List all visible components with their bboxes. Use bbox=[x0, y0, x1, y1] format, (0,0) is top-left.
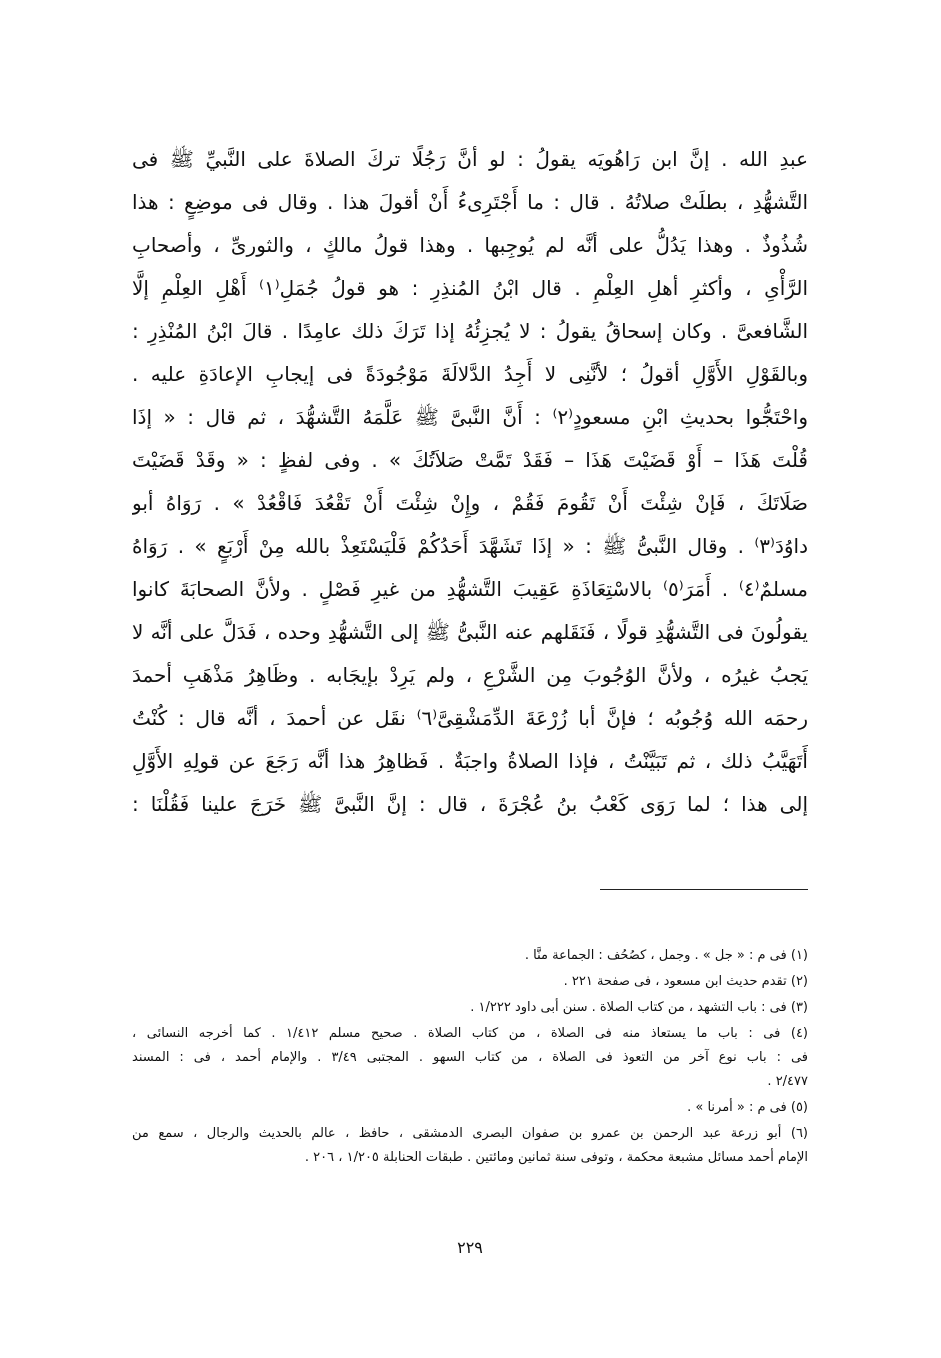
page-number: ٢٢٩ bbox=[457, 1238, 483, 1257]
text-line: وبالقَوْلِ الأَوَّلِ أقولُ ؛ لأنَّنِى لا أَجِدُ الدَّلالَةَ مَوْجُودَةً فى إيجابِ الإعادَةِ عليه . bbox=[132, 362, 808, 386]
footnote-4-line-2: فى : باب نوع آخر من التعوذ فى الصلاة ، من كتاب السهو . المجتبى ٣/٤٩ . والإمام أحمد ، فى : المسند bbox=[132, 1050, 808, 1065]
footnote-5: (٥) فى م : « أمرنا » . bbox=[687, 1100, 808, 1115]
text-line: الرَّأْىِ ، وأكثرِ أهلِ العِلْمِ . قال ابْنُ المُنذِرِ : هو قولُ جُمَلِ⁽١⁾ أَهْلِ العِلْمِ إلَّا bbox=[132, 276, 808, 300]
text-line: مسلمٌ⁽٤⁾ . أَمَرَ⁽٥⁾ بالاسْتِعَاذَةِ عَقِيبَ التَّشهُّدِ من غيرِ فَصْلٍ . ولأنَّ الصحابَةَ كانوا bbox=[132, 577, 808, 601]
footnote-3: (٣) فى : باب التشهد ، من كتاب الصلاة . سنن أبى داود ١/٢٢٢ . bbox=[470, 1000, 808, 1015]
footnote-6-line-1: (٦) أبو زرعة عبد الرحمن بن عمرو بن صفوان البصرى الدمشقى ، حافظ ، عالم بالحديث والرجال ، سمع من bbox=[132, 1126, 808, 1141]
text-line: الشَّافعىَّ . وكان إسحاقُ يقولُ : لا يُجزِئُهُ إذا تَرَكَ ذلك عامِدًا . قالَ ابْنُ المُنْذِرِ : bbox=[132, 319, 808, 343]
text-line: عبدِ الله . إنَّ ابن رَاهُويَه يقولُ : لو أنَّ رَجُلًا تركَ الصلاةَ على النَّبيِّ ﷺ فى bbox=[132, 147, 808, 171]
text-line: التَّشهُّدِ ، بطلَتْ صلاتُهُ . قال : ما أَجْتَرِىءُ أَنْ أقولَ هذا . وقال فى موضِعٍ : هذا bbox=[132, 190, 808, 214]
text-line: يقولُونَ فى التَّشهُّدِ قولًا ، فَنَقَلهم عنه النَّبىُّ ﷺ إلى التَّشهُّدِ وحده ، فَدَلَّ على أنَّه لا bbox=[132, 620, 808, 644]
footnote-6-line-2: الإمام أحمد مسائل مشبعة محكمة ، وتوفى سنة ثمانين ومائتين . طبقات الحنابلة ١/٢٠٥ ، ٢٠٦ . bbox=[304, 1150, 808, 1165]
footnotes-block bbox=[132, 944, 808, 1170]
text-line: أَتَهَيَّبُ ذلك ، ثم تَبَيَّنْتُ ، فإذا الصلاةُ واجبَةٌ . فَظاهِرُ هذا أنَّه رَجَعَ عن قولِهِ الأَوَّلِ bbox=[132, 749, 808, 773]
main-text-block bbox=[132, 138, 808, 826]
text-line: داوُدَ⁽٣⁾ . وقال النَّبىُّ ﷺ : « إذَا تَشَهَّدَ أَحَدُكُمْ فَلْيَسْتَعِذْ بالله مِنْ أَرْبَعٍ » . رَوَاهُ bbox=[132, 534, 808, 558]
text-line: رحمَه الله وُجُوبُه ؛ فإنَّ أبا زُرْعَةَ الدِّمَشْقِىَّ⁽٦⁾ نقَل عن أحمدَ ، أنَّه قال : كُنْتُ bbox=[132, 706, 808, 730]
text-line: صَلَاتَكَ ، فَإنْ شِئْتَ أَنْ تَقُومَ فَقُمْ ، وإِنْ شِئْتَ أَنْ تَقْعُدَ فَاقْعُدْ » . رَوَاهُ أبو bbox=[132, 491, 808, 515]
text-line: قُلْتَ هَذَا – أَوْ قَضَيْتَ هَذَا – فَقَدْ تَمَّتْ صَلاَتُكَ » . وفى لفظٍ : « وقَدْ قَضَيْتَ bbox=[132, 448, 808, 472]
text-line: واحْتَجُّوا بحديثِ ابْنِ مسعودٍ⁽٢⁾ : أَنَّ النَّبىَّ ﷺ عَلَّمَهُ التَّشهُّدَ ، ثم قال : « إذَا bbox=[132, 405, 808, 429]
footnote-4-line-1: (٤) فى : باب ما يستعاذ منه فى الصلاة ، من كتاب الصلاة . صحيح مسلم ١/٤١٢ . كما أخرجه النسائى ، bbox=[132, 1026, 808, 1041]
footnote-2: (٢) تقدم حديث ابن مسعود ، فى صفحة ٢٢١ . bbox=[563, 974, 808, 989]
text-line: يَجبُ غيرُه ، ولأنَّ الوُجُوبَ مِن الشَّرْعِ ، ولم يَرِدْ بإيجَابه . وظَاهِرُ مَذْهَبِ أحمدَ bbox=[132, 663, 808, 687]
footnote-4-line-3: ٢/٤٧٧ . bbox=[767, 1074, 808, 1089]
text-line: شُذُوذٌ . وهذا يَدُلُّ على أنَّه لم يُوجِبها . وهذا قولُ مالكٍ ، والثورىِّ ، وأصحابِ bbox=[132, 233, 808, 257]
footnote-separator bbox=[600, 889, 808, 890]
text-line: إلى هذا ؛ لما رَوَى كَعْبُ بنُ عُجْرَةَ ، قال : إنَّ النَّبىَّ ﷺ خَرَجَ علينا فَقُلْنَا : bbox=[132, 792, 808, 816]
footnote-1: (١) فى م : « جل » . وجمل ، كصُحُف : الجماعة منَّا . bbox=[524, 948, 808, 963]
